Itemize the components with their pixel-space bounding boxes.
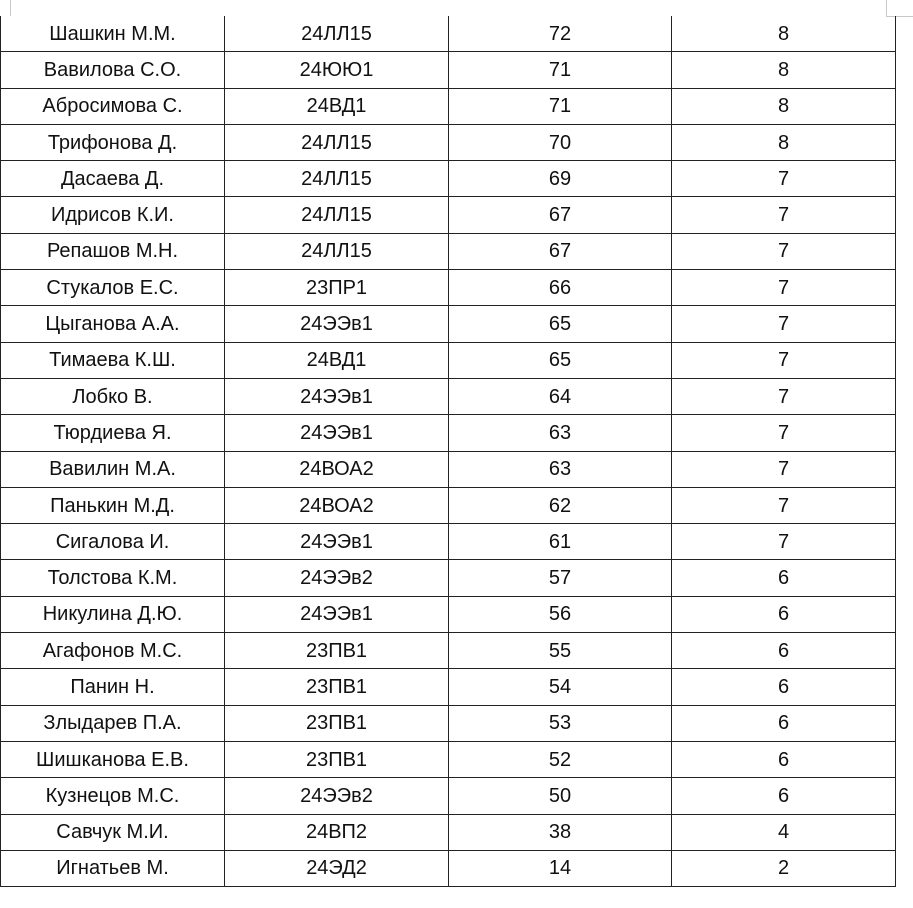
score-cell: 71 (449, 52, 672, 88)
group-code-cell: 24ЭЭв2 (225, 778, 449, 814)
group-code-cell: 23ПВ1 (225, 705, 449, 741)
score-cell: 55 (449, 633, 672, 669)
score-cell: 69 (449, 161, 672, 197)
grade-cell: 4 (672, 814, 896, 850)
table-row (1, 778, 896, 814)
student-name-cell: Репашов М.Н. (1, 233, 225, 269)
score-cell: 50 (449, 778, 672, 814)
score-cell: 61 (449, 524, 672, 560)
student-name-cell: Сигалова И. (1, 524, 225, 560)
grade-cell: 6 (672, 669, 896, 705)
table-row (1, 596, 896, 632)
score-cell: 71 (449, 88, 672, 124)
grade-cell: 7 (672, 524, 896, 560)
group-code-cell: 24ЛЛ15 (225, 16, 449, 52)
student-name-cell: Вавилова С.О. (1, 52, 225, 88)
student-name-cell: Игнатьев М. (1, 850, 225, 886)
group-code-cell: 23ПВ1 (225, 669, 449, 705)
group-code-cell: 23ПВ1 (225, 741, 449, 777)
table-row (1, 233, 896, 269)
student-name-cell: Абросимова С. (1, 88, 225, 124)
grade-cell: 8 (672, 88, 896, 124)
score-cell: 65 (449, 306, 672, 342)
student-name-cell: Трифонова Д. (1, 124, 225, 160)
grade-cell: 8 (672, 124, 896, 160)
group-code-cell: 24ВД1 (225, 88, 449, 124)
student-name-cell: Злыдарев П.А. (1, 705, 225, 741)
table-row (1, 814, 896, 850)
group-code-cell: 24ЛЛ15 (225, 197, 449, 233)
table-row (1, 741, 896, 777)
table-row (1, 705, 896, 741)
table-row (1, 124, 896, 160)
grade-cell: 7 (672, 306, 896, 342)
student-name-cell: Никулина Д.Ю. (1, 596, 225, 632)
group-code-cell: 24ЮЮ1 (225, 52, 449, 88)
student-name-cell: Толстова К.М. (1, 560, 225, 596)
student-name-cell: Панькин М.Д. (1, 487, 225, 523)
group-code-cell: 24ЭЭв2 (225, 560, 449, 596)
student-name-cell: Агафонов М.С. (1, 633, 225, 669)
table-row (1, 378, 896, 414)
grade-cell: 7 (672, 487, 896, 523)
table-row (1, 487, 896, 523)
student-name-cell: Савчук М.И. (1, 814, 225, 850)
group-code-cell: 24ЭД2 (225, 850, 449, 886)
page-margin-mark-left (10, 0, 11, 16)
table-row (1, 524, 896, 560)
score-cell: 65 (449, 342, 672, 378)
student-name-cell: Шишканова Е.В. (1, 741, 225, 777)
table-row (1, 161, 896, 197)
student-name-cell: Кузнецов М.С. (1, 778, 225, 814)
grade-cell: 8 (672, 52, 896, 88)
grade-cell: 6 (672, 778, 896, 814)
grade-cell: 7 (672, 233, 896, 269)
group-code-cell: 24ЭЭв1 (225, 378, 449, 414)
table-row (1, 850, 896, 886)
grade-cell: 7 (672, 415, 896, 451)
table-row (1, 270, 896, 306)
score-cell: 66 (449, 270, 672, 306)
group-code-cell: 24ЛЛ15 (225, 124, 449, 160)
score-cell: 63 (449, 451, 672, 487)
table-row (1, 633, 896, 669)
table-row (1, 451, 896, 487)
table-row (1, 560, 896, 596)
group-code-cell: 24ВОА2 (225, 451, 449, 487)
table-row (1, 342, 896, 378)
group-code-cell: 24ЛЛ15 (225, 161, 449, 197)
table-row (1, 197, 896, 233)
score-cell: 38 (449, 814, 672, 850)
student-name-cell: Дасаева Д. (1, 161, 225, 197)
grade-cell: 7 (672, 378, 896, 414)
grade-cell: 8 (672, 16, 896, 52)
grade-cell: 2 (672, 850, 896, 886)
group-code-cell: 24ВД1 (225, 342, 449, 378)
group-code-cell: 24ЭЭв1 (225, 306, 449, 342)
grade-cell: 6 (672, 633, 896, 669)
table-row (1, 52, 896, 88)
table-row (1, 306, 896, 342)
group-code-cell: 23ПВ1 (225, 633, 449, 669)
score-cell: 67 (449, 233, 672, 269)
score-cell: 56 (449, 596, 672, 632)
group-code-cell: 24ЭЭв1 (225, 524, 449, 560)
student-name-cell: Тимаева К.Ш. (1, 342, 225, 378)
grade-cell: 7 (672, 197, 896, 233)
student-name-cell: Идрисов К.И. (1, 197, 225, 233)
grade-cell: 7 (672, 451, 896, 487)
score-cell: 72 (449, 16, 672, 52)
group-code-cell: 24ВОА2 (225, 487, 449, 523)
score-cell: 57 (449, 560, 672, 596)
score-cell: 52 (449, 741, 672, 777)
group-code-cell: 24ВП2 (225, 814, 449, 850)
student-name-cell: Цыганова А.А. (1, 306, 225, 342)
student-name-cell: Стукалов Е.С. (1, 270, 225, 306)
score-cell: 53 (449, 705, 672, 741)
score-cell: 14 (449, 850, 672, 886)
score-cell: 62 (449, 487, 672, 523)
score-cell: 54 (449, 669, 672, 705)
grade-cell: 7 (672, 161, 896, 197)
score-cell: 67 (449, 197, 672, 233)
grade-cell: 6 (672, 705, 896, 741)
score-cell: 70 (449, 124, 672, 160)
results-table-body (1, 16, 896, 887)
grade-cell: 6 (672, 560, 896, 596)
group-code-cell: 24ЭЭв1 (225, 596, 449, 632)
student-name-cell: Лобко В. (1, 378, 225, 414)
group-code-cell: 24ЛЛ15 (225, 233, 449, 269)
score-cell: 64 (449, 378, 672, 414)
results-table (0, 16, 896, 887)
table-row (1, 415, 896, 451)
student-name-cell: Панин Н. (1, 669, 225, 705)
student-name-cell: Вавилин М.А. (1, 451, 225, 487)
group-code-cell: 23ПР1 (225, 270, 449, 306)
group-code-cell: 24ЭЭв1 (225, 415, 449, 451)
table-row (1, 88, 896, 124)
grade-cell: 6 (672, 596, 896, 632)
table-row (1, 16, 896, 52)
grade-cell: 6 (672, 741, 896, 777)
score-cell: 63 (449, 415, 672, 451)
student-name-cell: Шашкин М.М. (1, 16, 225, 52)
student-name-cell: Тюрдиева Я. (1, 415, 225, 451)
page-margin-mark-right (886, 0, 887, 16)
grade-cell: 7 (672, 270, 896, 306)
table-row (1, 669, 896, 705)
grade-cell: 7 (672, 342, 896, 378)
